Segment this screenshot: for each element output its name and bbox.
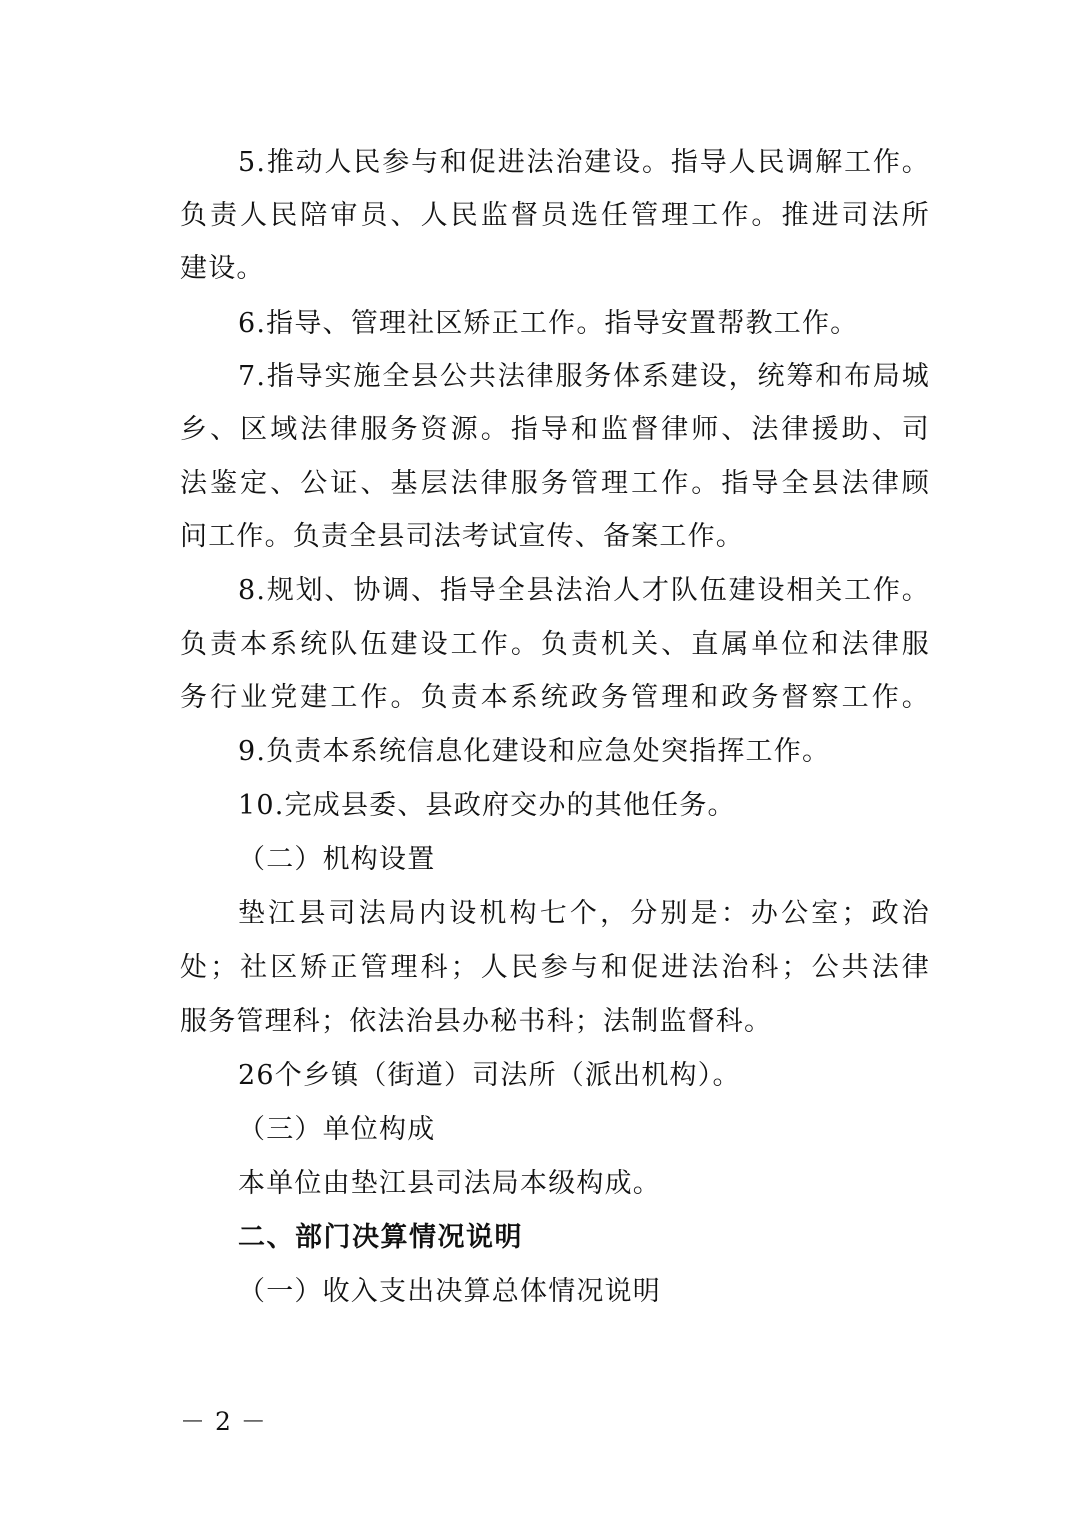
township-justice-office-paragraph: 26个乡镇（街道）司法所（派出机构）。	[238, 1060, 741, 1091]
page-number: － 2 －	[180, 1407, 267, 1436]
paragraph-5-line-3: 建设。	[180, 253, 265, 284]
paragraph-7-line-2: 乡、区域法律服务资源。指导和监督律师、法律援助、司	[180, 414, 930, 445]
paragraph-9: 9.负责本系统信息化建设和应急处突指挥工作。	[238, 736, 831, 767]
section-heading-unit-composition: （三）单位构成	[238, 1114, 436, 1145]
institution-paragraph-line-1: 垫江县司法局内设机构七个，分别是：办公室；政治	[238, 898, 930, 929]
paragraph-8-line-1: 8.规划、协调、指导全县法治人才队伍建设相关工作。	[238, 575, 930, 606]
section-heading-revenue-expenditure: （一）收入支出决算总体情况说明	[238, 1276, 661, 1307]
paragraph-7-line-4: 问工作。负责全县司法考试宣传、备案工作。	[180, 521, 744, 552]
paragraph-5-line-1: 5.推动人民参与和促进法治建设。指导人民调解工作。	[238, 147, 930, 178]
institution-paragraph-line-3: 服务管理科；依法治县办秘书科；法制监督科。	[180, 1006, 773, 1037]
paragraph-5-line-2: 负责人民陪审员、人民监督员选任管理工作。推进司法所	[180, 200, 930, 231]
paragraph-10: 10.完成县委、县政府交办的其他任务。	[238, 790, 736, 821]
institution-paragraph-line-2: 处；社区矫正管理科；人民参与和促进法治科；公共法律	[180, 952, 930, 983]
paragraph-6: 6.指导、管理社区矫正工作。指导安置帮教工作。	[238, 308, 859, 339]
paragraph-8-line-2: 负责本系统队伍建设工作。负责机关、直属单位和法律服	[180, 629, 930, 660]
section-heading-institution-setup: （二）机构设置	[238, 844, 436, 875]
unit-composition-paragraph: 本单位由垫江县司法局本级构成。	[238, 1168, 661, 1199]
chapter-heading-final-accounts: 二、部门决算情况说明	[238, 1222, 523, 1253]
paragraph-7-line-3: 法鉴定、公证、基层法律服务管理工作。指导全县法律顾	[180, 468, 930, 499]
paragraph-7-line-1: 7.指导实施全县公共法律服务体系建设，统筹和布局城	[238, 361, 930, 392]
paragraph-8-line-3: 务行业党建工作。负责本系统政务管理和政务督察工作。	[180, 682, 930, 713]
